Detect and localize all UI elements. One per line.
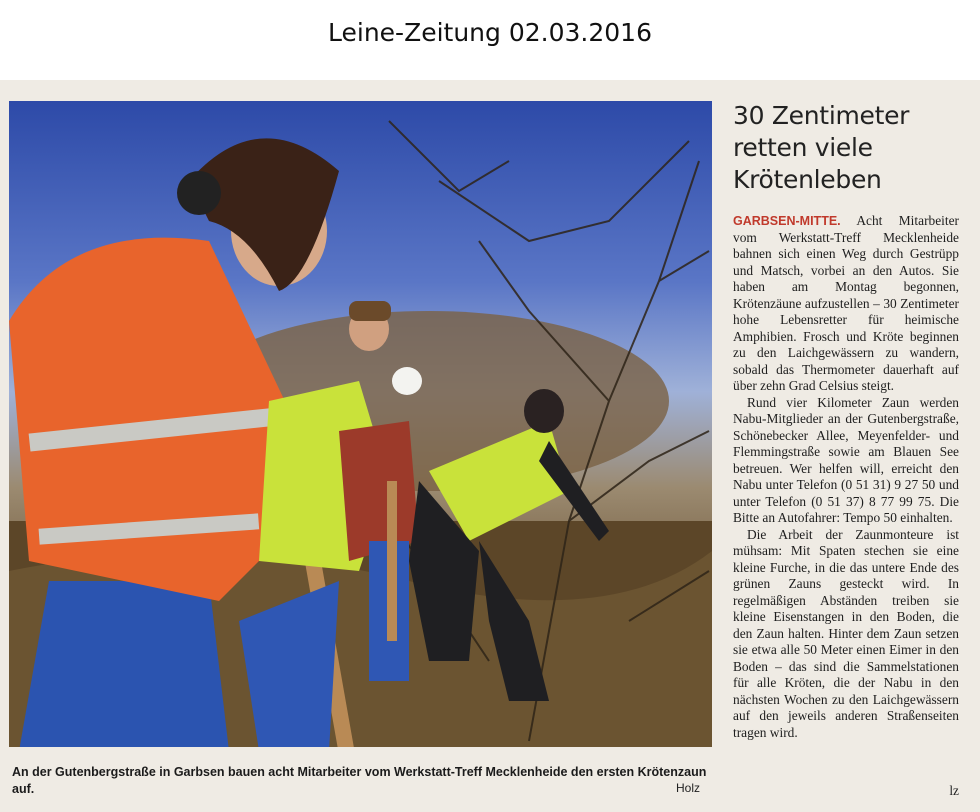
newspaper-clipping [0,80,980,812]
article-column [733,100,960,798]
article-paragraph [733,213,959,395]
paragraph-text: Acht Mitarbeiter vom Werkstatt-Treff Mecklenheide bahnen sich einen Weg durch Gestrüpp und Matsch, vorbei an den Autos. Sie haben am Montag begonnen, Krötenzäune aufzustellen – 30 Zentimeter hohe Lebensretter für heimische Amphibien. Frosch und Kröte beginnen zu den Laichgewässern zu wandern, sobald das Thermometer dauerhaft auf über zehn Grad Celsius steigt. [733,213,960,393]
article-paragraph: Die Arbeit der Zaunmonteure ist mühsam: Mit Spaten stechen sie eine kleine Furche, in die das untere Ende des grünen Zauns gesteckt wird. In regelmäßigen Abständen treiben sie kleine Eisenstangen in den Boden, die den Zaun halten. Hinter dem Zaun setzen sie etwa alle 50 Meter einen Eimer in den Boden – das sind die Sammelstationen für alle Kröten, die der Nabu in den nächsten Wochen zu den Laichgewässern auf den jeweils anderen Straßenseiten tragen wird. [733,526,959,740]
dateline: GARBSEN-MITTE. [733,214,841,228]
photo-credit: Holz [676,781,701,795]
photo-caption: An der Gutenbergstraße in Garbsen bauen acht Mitarbeiter vom Werkstatt-Treff Mecklenheide den ersten Krötenzaun auf. [12,765,707,796]
article-paragraph: Rund vier Kilometer Zaun werden Nabu-Mitglieder an der Gutenbergstraße, Schönebecker Allee, Meyenfelder- und Flemmingstraße sowie am Blauen See betreuen. Wer helfen will, erreicht den Nabu unter Telefon (0 51 31) 9 27 50 und unter Telefon (0 51 37) 8 77 99 75. Die Bitte an Autofahrer: Tempo 50 einhalten. [733,394,959,525]
page-title: Leine-Zeitung 02.03.2016 [328,18,652,47]
article-photo [9,101,712,747]
article-headline: 30 Zentimeter retten viele Krötenleben [733,101,910,194]
article-body [733,213,959,741]
author-initials: lz [949,783,959,798]
photo-illustration [9,101,712,747]
